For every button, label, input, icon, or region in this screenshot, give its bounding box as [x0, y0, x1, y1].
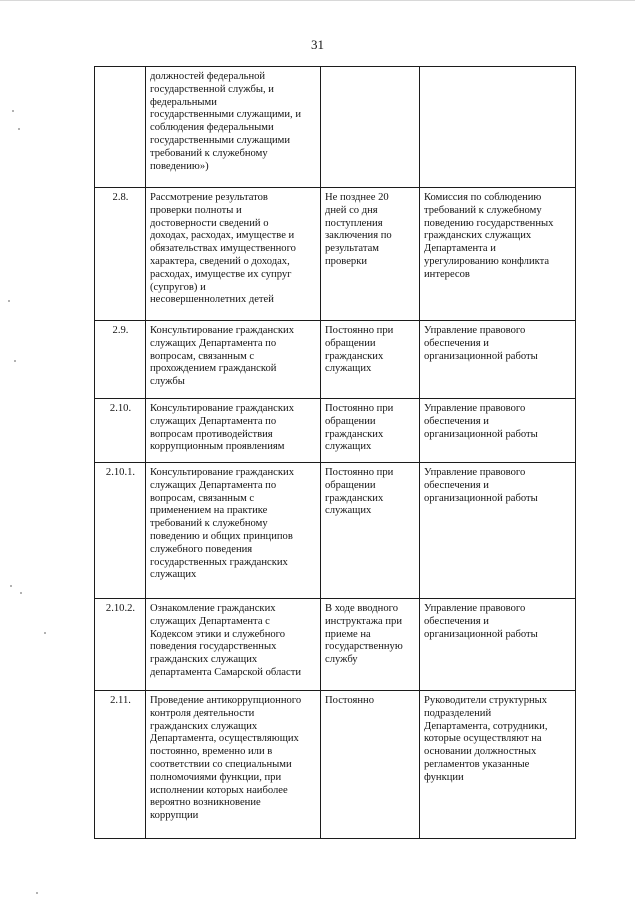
cell-number [95, 67, 146, 188]
cell-responsible: Управление правового обеспечения и организационной работы [420, 321, 576, 399]
cell-activity: Консультирование гражданских служащих Департамента по вопросам, связанным с прохождением гражданской службы [146, 321, 321, 399]
cell-term: Постоянно [321, 691, 420, 839]
table-row [95, 691, 576, 839]
cell-number: 2.8. [95, 188, 146, 321]
cell-responsible: Руководители структурных подразделений Департамента, сотрудники, которые осуществляют на основании должностных регламентов указанные функции [420, 691, 576, 839]
cell-activity: Проведение антикоррупционного контроля деятельности гражданских служащих Департамента, осуществляющих постоянно, временно или в соответствии со специальными полномочиями функции, при исполнении которых наиболее вероятно возникновение коррупции [146, 691, 321, 839]
cell-activity: должностей федеральной государственной службы, и федеральными государственными служащими, и соблюдения федеральными государственными служащими требований к служебному поведению») [146, 67, 321, 188]
cell-responsible: Управление правового обеспечения и организационной работы [420, 399, 576, 463]
table-row [95, 67, 576, 188]
table-row [95, 188, 576, 321]
cell-activity: Консультирование гражданских служащих Департамента по вопросам противодействия коррупционным проявлениям [146, 399, 321, 463]
cell-number: 2.10.1. [95, 463, 146, 599]
table-row [95, 321, 576, 399]
cell-activity: Рассмотрение результатов проверки полноты и достоверности сведений о доходах, расходах, имуществе и обязательствах имущественного характера, сведений о доходах, расходах, имуществе их супруг (супругов) и несовершеннолетних детей [146, 188, 321, 321]
cell-term: Постоянно при обращении гражданских служащих [321, 463, 420, 599]
cell-number: 2.10. [95, 399, 146, 463]
cell-number: 2.11. [95, 691, 146, 839]
cell-term: Не позднее 20 дней со дня поступления заключения по результатам проверки [321, 188, 420, 321]
page-number: 31 [311, 37, 324, 52]
scan-speck [8, 300, 10, 302]
measures-table [94, 66, 576, 839]
cell-activity: Консультирование гражданских служащих Департамента по вопросам, связанным с применением на практике требований к служебному поведению и общих принципов служебного поведения государственных гражданских служащих [146, 463, 321, 599]
scan-speck [18, 128, 20, 130]
cell-number: 2.10.2. [95, 599, 146, 691]
cell-term: Постоянно при обращении гражданских служащих [321, 321, 420, 399]
cell-activity: Ознакомление гражданских служащих Департамента с Кодексом этики и служебного поведения государственных гражданских служащих департамента Самарской области [146, 599, 321, 691]
scan-speck [20, 592, 22, 594]
cell-responsible: Комиссия по соблюдению требований к служебному поведению государственных гражданских служащих Департамента и урегулированию конфликта интересов [420, 188, 576, 321]
cell-term: Постоянно при обращении гражданских служащих [321, 399, 420, 463]
scan-top-edge [0, 0, 635, 1]
table-row [95, 599, 576, 691]
cell-term [321, 67, 420, 188]
scan-speck [14, 360, 16, 362]
cell-responsible [420, 67, 576, 188]
cell-responsible: Управление правового обеспечения и организационной работы [420, 463, 576, 599]
scan-speck [44, 632, 46, 634]
cell-term: В ходе вводного инструктажа при приеме на государственную службу [321, 599, 420, 691]
scan-speck [12, 110, 14, 112]
scan-speck [36, 892, 38, 894]
table-row [95, 399, 576, 463]
cell-number: 2.9. [95, 321, 146, 399]
table-row [95, 463, 576, 599]
scan-speck [10, 585, 12, 587]
cell-responsible: Управление правового обеспечения и организационной работы [420, 599, 576, 691]
